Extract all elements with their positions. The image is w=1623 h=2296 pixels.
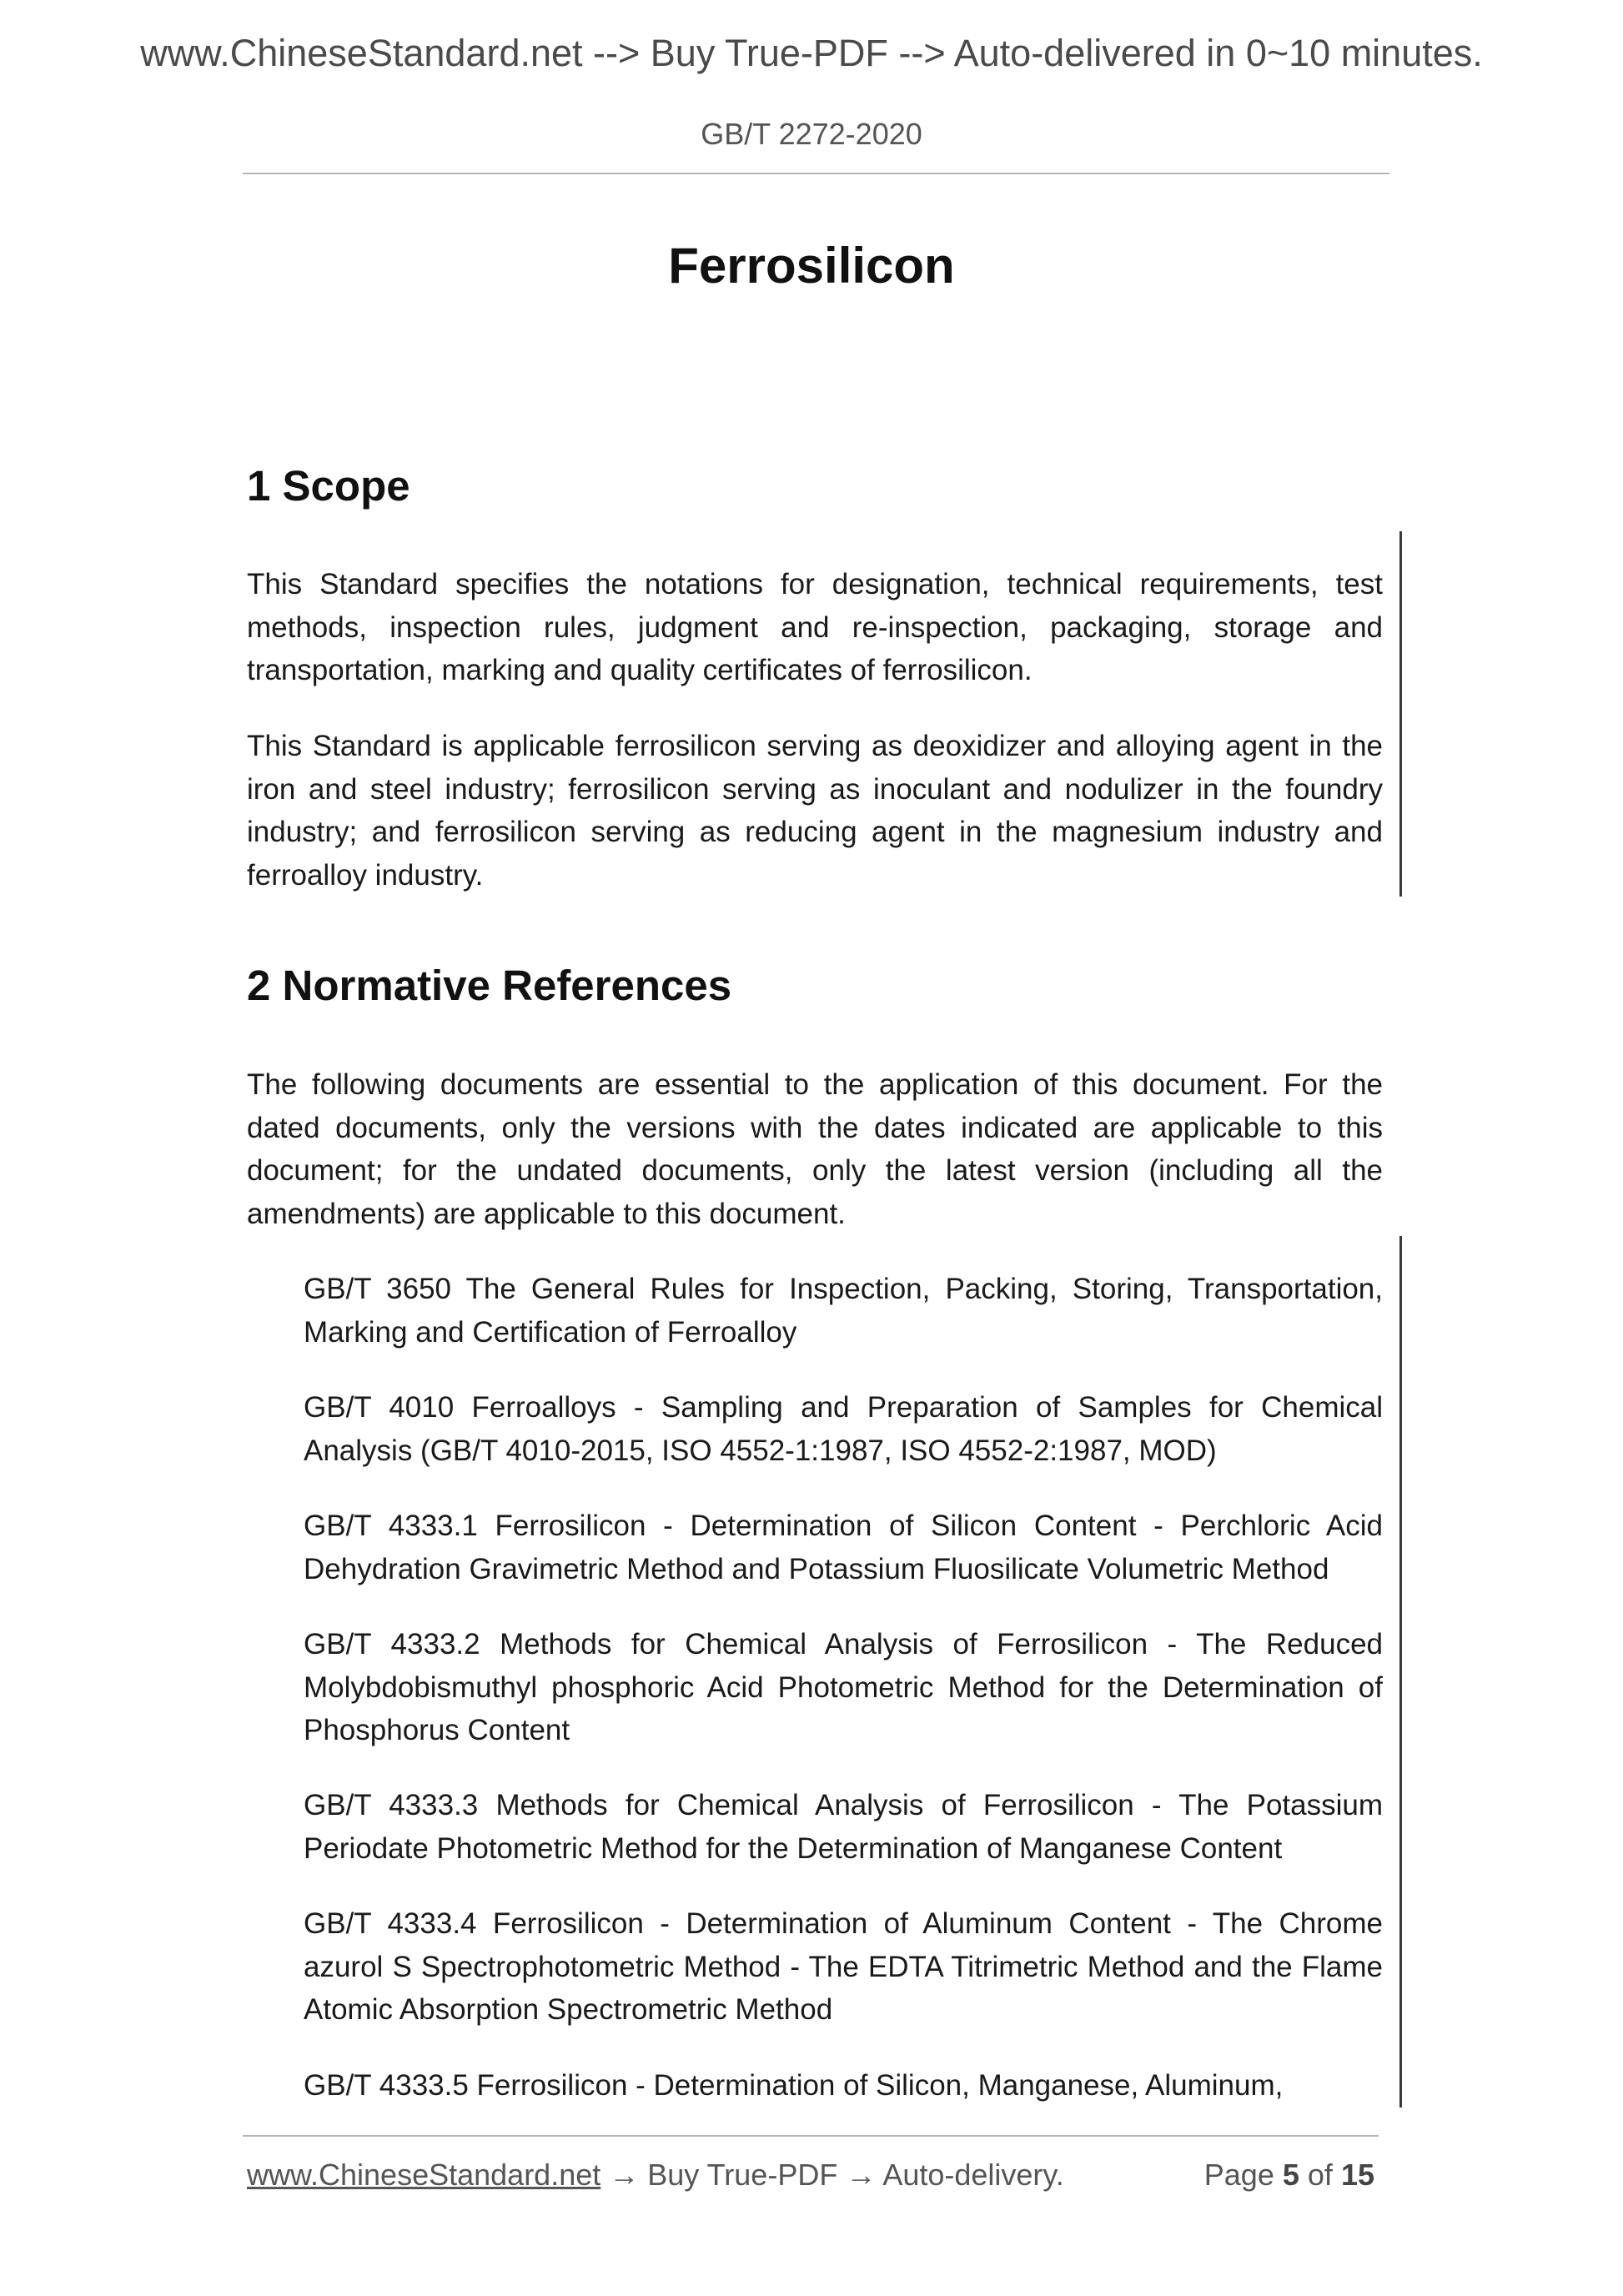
reference-entry: GB/T 4333.3 Methods for Chemical Analysis of Ferrosilicon - The Potassium Periodate Photometric Method for the Determination of Manganese Content xyxy=(304,1789,1383,1865)
revision-change-bar xyxy=(1399,531,1402,897)
reference-entry: GB/T 4010 Ferroalloys - Sampling and Preparation of Samples for Chemical Analysis (GB/T 4010-2015, ISO 4552-1:1987, ISO 4552-2:1987, MOD) xyxy=(304,1391,1383,1467)
page-of-label: of xyxy=(1307,2158,1333,2192)
page-label: Page xyxy=(1203,2158,1274,2192)
section-heading-normative-references: 2 Normative References xyxy=(247,962,732,1009)
reference-entry: GB/T 3650 The General Rules for Inspection, Packing, Storing, Transportation, Marking and Certification of Ferroalloy xyxy=(304,1273,1383,1349)
header-divider xyxy=(243,173,1389,174)
references-intro-paragraph: The following documents are essential to the application of this document. For the dated documents, only the versions with the dates indicated are applicable to this document; for the undated documents, only the latest version (including all the amendments) are applicable to this document. xyxy=(247,1068,1383,1230)
reference-entry: GB/T 4333.4 Ferrosilicon - Determination of Aluminum Content - The Chrome azurol S Spectrophotometric Method - The EDTA Titrimetric Method and the Flame Atomic Absorption Spectrometric Method xyxy=(304,1907,1383,2026)
page-title: Ferrosilicon xyxy=(668,238,955,294)
reference-entry: GB/T 4333.5 Ferrosilicon - Determination of Silicon, Manganese, Aluminum, xyxy=(304,2069,1284,2102)
scope-paragraph: This Standard specifies the notations for designation, technical requirements, test methods, inspection rules, judgment and re-inspection, packaging, storage and transportation, marking and quality certificates of ferrosilicon. xyxy=(247,568,1383,686)
page-total: 15 xyxy=(1340,2158,1374,2192)
revision-change-bar xyxy=(1399,1236,1402,2108)
page-indicator xyxy=(1204,2158,1374,2193)
footer-tagline: → Buy True-PDF → Auto-delivery. xyxy=(600,2158,1064,2192)
reference-entry: GB/T 4333.2 Methods for Chemical Analysis of Ferrosilicon - The Reduced Molybdobismuthyl phosphoric Acid Photometric Method for the Determination of Phosphorus Content xyxy=(304,1628,1383,1746)
footer-divider xyxy=(243,2135,1379,2137)
document-code: GB/T 2272-2020 xyxy=(701,117,922,151)
scope-paragraph: This Standard is applicable ferrosilicon serving as deoxidizer and alloying agent in the iron and steel industry; ferrosilicon serving as inoculant and nodulizer in the foundry industry; and ferrosilicon serving as reducing agent in the magnesium industry and ferroalloy industry. xyxy=(247,730,1383,892)
page-footer xyxy=(247,2158,1383,2193)
reference-entry: GB/T 4333.1 Ferrosilicon - Determination of Silicon Content - Perchloric Acid Dehydration Gravimetric Method and Potassium Fluosilicate Volumetric Method xyxy=(304,1510,1383,1585)
footer-site-link[interactable]: www.ChineseStandard.net xyxy=(247,2158,601,2192)
section-heading-scope: 1 Scope xyxy=(247,462,410,510)
page-current: 5 xyxy=(1282,2158,1299,2192)
top-banner: www.ChineseStandard.net --> Buy True-PDF --> Auto-delivered in 0~10 minutes. xyxy=(140,32,1483,74)
